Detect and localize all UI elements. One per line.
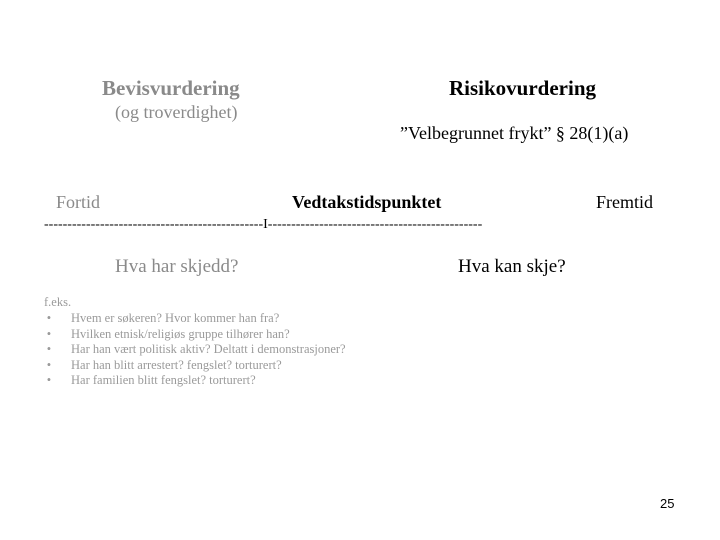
- examples-block: [44, 294, 346, 389]
- bullet-icon: •: [46, 357, 52, 372]
- list-item: [44, 311, 346, 327]
- examples-list: [44, 311, 346, 389]
- credibility-subheading: (og troverdighet): [115, 102, 238, 122]
- timeline-past-label: Fortid: [56, 192, 101, 212]
- evidence-assessment-heading: Bevisvurdering: [102, 76, 240, 100]
- list-item: [44, 358, 346, 374]
- list-item-text: Hvilken etnisk/religiøs gruppe tilhører han?: [71, 326, 290, 341]
- risk-assessment-heading: Risikovurdering: [449, 76, 597, 100]
- list-item-text: Har han blitt arrestert? fengslet? torturert?: [71, 357, 282, 372]
- question-future: Hva kan skje?: [458, 256, 566, 277]
- timeline-future-label: Fremtid: [596, 192, 653, 212]
- well-founded-fear-subheading: ”Velbegrunnet frykt” § 28(1)(a): [400, 123, 629, 143]
- list-item-text: Har familien blitt fengslet? torturert?: [71, 373, 256, 387]
- list-item-text: Har han vært politisk aktiv? Deltatt i demonstrasjoner?: [71, 342, 346, 356]
- bullet-icon: •: [46, 342, 52, 356]
- bullet-icon: •: [46, 373, 52, 387]
- timeline-decision-point-label: Vedtakstidspunktet: [292, 192, 442, 212]
- list-item: [44, 373, 346, 389]
- list-item: [44, 342, 346, 358]
- bullet-icon: •: [46, 326, 52, 341]
- examples-label: f.eks.: [44, 295, 72, 309]
- page-number: 25: [660, 496, 675, 511]
- question-past: Hva har skjedd?: [115, 256, 239, 277]
- timeline-line: -----------------------------------------------I----------------------------------------------: [44, 217, 483, 232]
- list-item-text: Hvem er søkeren? Hvor kommer han fra?: [71, 311, 280, 325]
- list-item: [44, 327, 346, 343]
- bullet-icon: •: [46, 311, 52, 325]
